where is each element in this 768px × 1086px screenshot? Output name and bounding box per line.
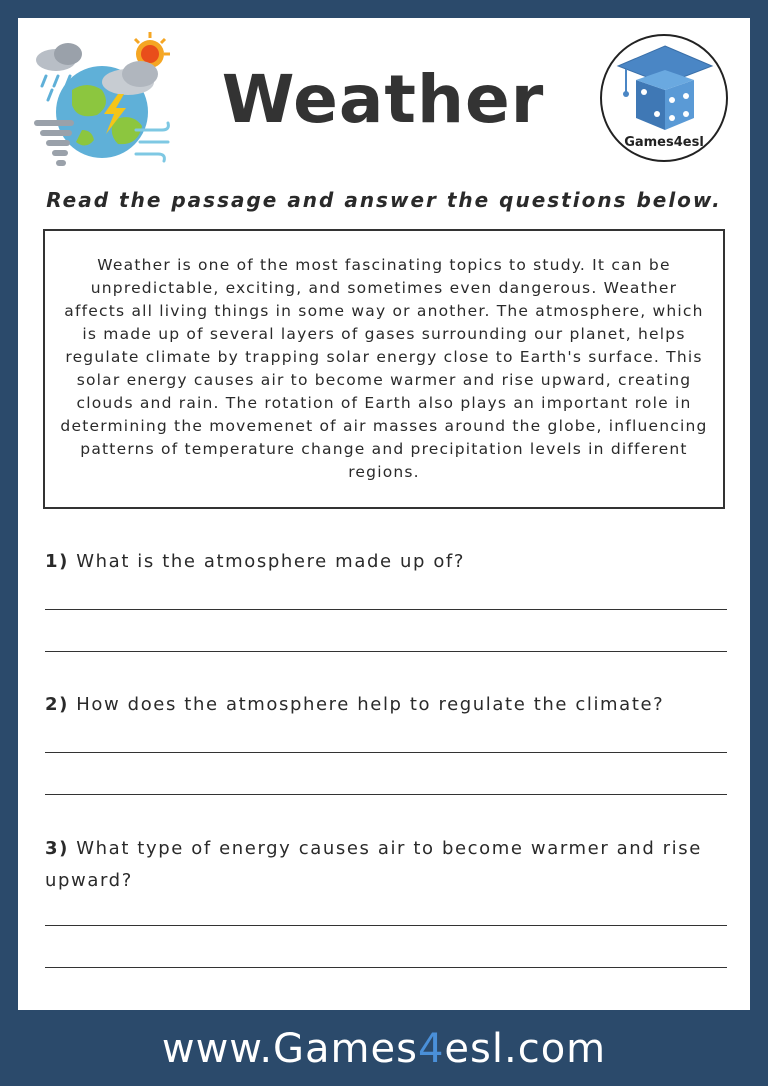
page-title: Weather <box>221 61 545 138</box>
answer-line[interactable] <box>45 794 727 795</box>
question-text: What type of energy causes air to become warmer and rise upward? <box>45 838 702 891</box>
answer-line[interactable] <box>45 925 727 926</box>
question-text: What is the atmosphere made up of? <box>76 551 466 572</box>
question-1 <box>45 546 725 578</box>
question-2 <box>45 689 725 721</box>
reading-passage: Weather is one of the most fascinating topics to study. It can be unpredictable, exciting, and sometimes even dangerous. Weather affects all living things in some way or another. The atmosphere, which is made up of several layers of gases surrounding our planet, helps regulate climate by trapping solar energy close to Earth's surface. This solar energy causes air to become warmer and rise upward, creating clouds and rain. The rotation of Earth also plays an important role in determining the movemenet of air masses around the globe, influencing patterns of temperature change and precipitation levels in different regions. <box>60 256 708 481</box>
footer-url-prefix: www.Games <box>161 1026 418 1072</box>
question-number: 2) <box>45 694 69 715</box>
footer-url-suffix: esl.com <box>444 1026 607 1072</box>
graduation-dice-icon <box>614 44 716 134</box>
question-3 <box>45 833 725 897</box>
instructions: Read the passage and answer the questions below. <box>46 188 722 212</box>
answer-line[interactable] <box>45 752 727 753</box>
question-number: 1) <box>45 551 69 572</box>
answer-line[interactable] <box>45 609 727 610</box>
weather-earth-icon <box>32 30 174 170</box>
question-number: 3) <box>45 838 69 859</box>
brand-logo <box>600 34 728 162</box>
brand-logo-text: Games4esl <box>624 135 704 150</box>
reading-passage-box <box>43 229 725 509</box>
question-text: How does the atmosphere help to regulate the climate? <box>76 694 665 715</box>
footer-url-four: 4 <box>417 1026 445 1072</box>
worksheet-page <box>18 18 750 1010</box>
answer-line[interactable] <box>45 967 727 968</box>
answer-line[interactable] <box>45 651 727 652</box>
footer-website-link[interactable] <box>0 1022 768 1076</box>
